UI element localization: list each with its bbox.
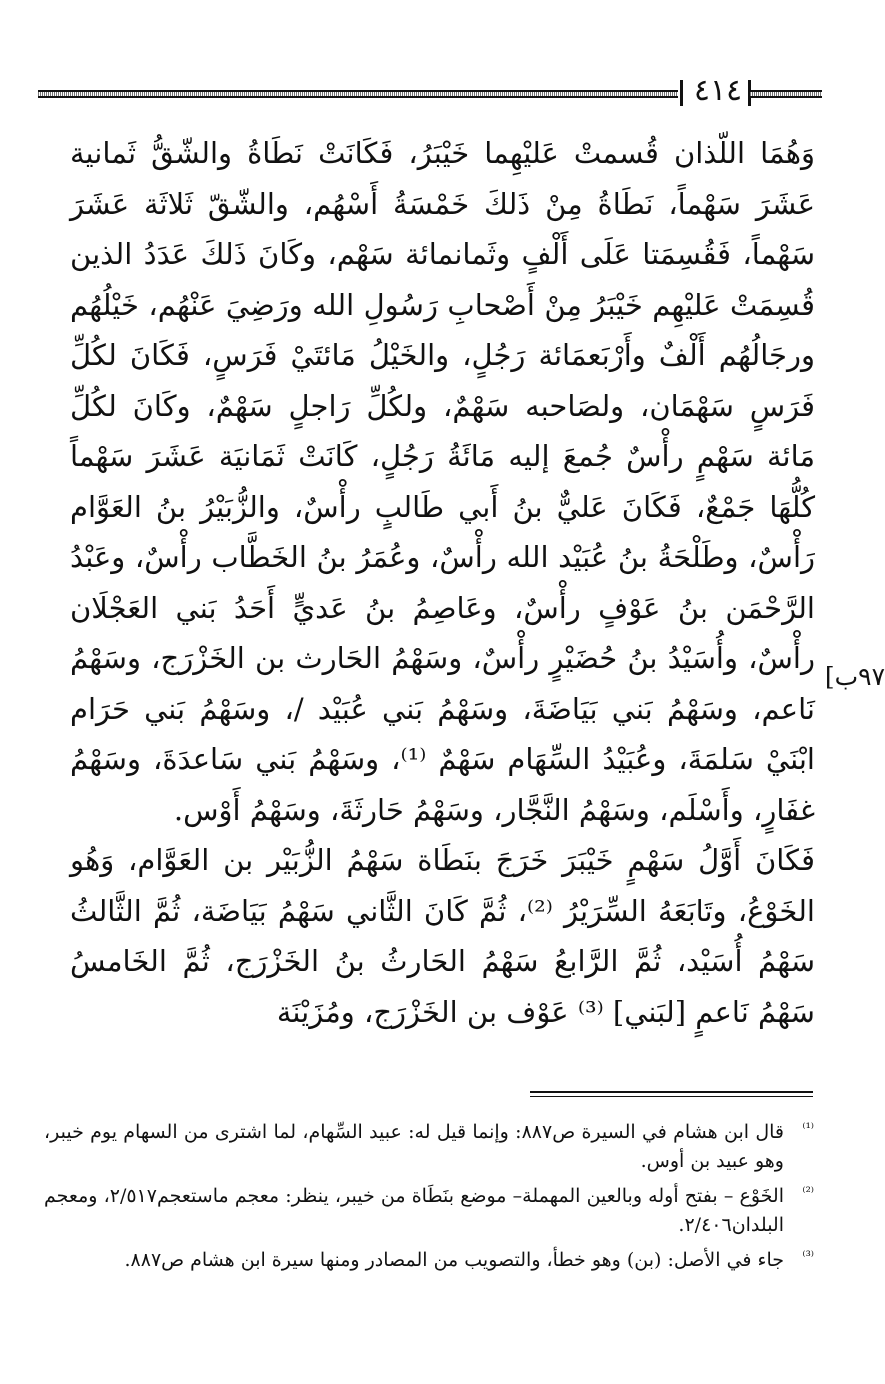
- footnote-mark: ⁽¹⁾: [802, 1121, 814, 1136]
- page-number: ٤١٤: [693, 73, 743, 108]
- margin-folio-note: ٩٧ب]: [824, 662, 885, 691]
- main-text: [70, 128, 815, 1037]
- footnotes: [44, 1118, 814, 1281]
- paragraph-1: وَهُمَا اللّذان قُسمتْ عَليْهِما خَيْبَرُ، فَكَانَتْ نَطَاةُ والشّقُّ ثَمانية عَشَرَ سَهْماً، نَطَاةُ مِنْ ذَلكَ خَمْسَةُ أَسْهُم، والشّقّ ثَلاثَة عَشَرَ سَهْماً، فَقُسِمَتا عَلَى أَلْفٍ وثَمانمائة سَهْم، وكَانَ ذَلكَ عَدَدُ الذين قُسِمَتْ عَليْهِم خَيْبَرُ مِنْ أَصْحابِ رَسُولِ الله ورَضِيَ عَنْهُم، خَيْلُهُم ورجَالُهُم أَلْفٌ وأَرْبَعمَائة رَجُلٍ، والخَيْلُ مَائتَيْ فَرَسٍ، فَكَانَ لكُلِّ فَرَسٍ سَهْمَان، ولصَاحبه سَهْمٌ، ولكُلِّ رَاجلٍ سَهْمٌ، وكَانَ لكُلِّ مَائة سَهْمٍ رأْسٌ جُمعَ إليه مَائَةُ رَجُلٍ، كَانَتْ ثَمَانيَة عَشَرَ سَهْماً كُلُّهَا جَمْعٌ، فَكَانَ عَليٌّ بنُ أَبي طَالبٍ رأْسٌ، والزُّبَيْرُ بنُ العَوَّام رَأْسٌ، وطَلْحَةُ بنُ عُبَيْد الله رأْسٌ، وعُمَرُ بنُ الخَطَّاب رأْسٌ، وعَبْدُ الرَّحْمَن بنُ عَوْفٍ رأْسٌ، وعَاصِمُ بنُ عَديٍّ أَحَدُ بَني العَجْلَان رأْسٌ، وأُسَيْدُ بنُ حُضَيْرٍ رأْسٌ، وسَهْمُ الحَارث بن الخَزْرَج، وسَهْمُ نَاعم، وسَهْمُ بَني بَيَاضَةَ، وسَهْمُ بَني عُبَيْد /، وسَهْمُ بَني حَرَام ابْنَيْ سَلمَةَ، وعُبَيْدُ السِّهَام سَهْمٌ ⁽¹⁾، وسَهْمُ بَني سَاعدَةَ، وسَهْمُ غفَارٍ، وأَسْلَم، وسَهْمُ النَّجَّار، وسَهْمُ حَارثَةَ، وسَهْمُ أَوْس.: [70, 136, 815, 827]
- footnote-mark: ⁽³⁾: [802, 1249, 814, 1264]
- footnote-1: [44, 1118, 814, 1176]
- footnote-text: قال ابن هشام في السيرة ص٨٨٧: وإنما قيل له: عبيد السِّهام، لما اشترى من السهام يوم خيبر، وهو عبيد بن أوس.: [44, 1121, 784, 1172]
- footnote-2: [44, 1182, 814, 1240]
- footnote-separator: [530, 1091, 813, 1093]
- footnote-text: الخَوْع – بفتح أوله وبالعين المهملة– موضع بنَطَاة من خيبر، ينظر: معجم ماستعجم٢/٥١٧، ومعجم البلدان٢/٤٠٦.: [44, 1185, 784, 1236]
- header-bar-left: [680, 80, 683, 106]
- footnote-mark: ⁽²⁾: [802, 1185, 814, 1200]
- footnote-3: [44, 1246, 814, 1275]
- header-rule-left: [38, 90, 678, 98]
- footnote-separator-thin: [530, 1096, 813, 1097]
- paragraph-2: فَكَانَ أَوَّلُ سَهْمٍ خَيْبَرَ خَرَجَ بنَطَاة سَهْمُ الزُّبَيْر بن العَوَّام، وَهُو الخَوْعُ، وتَابَعَهُ السِّرَيْرُ ⁽²⁾، ثُمَّ كَانَ الثَّاني سَهْمُ بَيَاضَة، ثُمَّ الثَّالثُ سَهْمُ أُسَيْد، ثُمَّ الرَّابعُ سَهْمُ الحَارثُ بنُ الخَزْرَج، ثُمَّ الخَامسُ سَهْمُ نَاعمٍ [لبَني] ⁽³⁾ عَوْف بن الخَزْرَج، ومُزَيْنَة: [70, 843, 815, 1029]
- header-rule-right: [750, 90, 822, 98]
- footnote-text: جاء في الأصل: (بن) وهو خطأ، والتصويب من المصادر ومنها سيرة ابن هشام ص٨٨٧.: [124, 1249, 784, 1271]
- page-header: [30, 74, 810, 108]
